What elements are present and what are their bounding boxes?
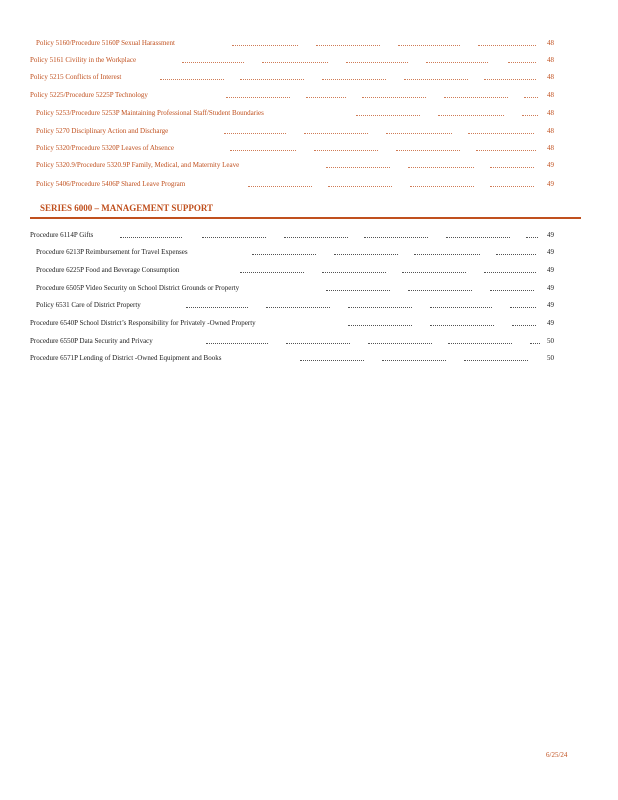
- toc-page-number: 49: [547, 284, 554, 292]
- toc-entry-title: Policy 5270 Disciplinary Action and Discharge: [36, 127, 169, 135]
- toc-page-number: 49: [547, 301, 554, 309]
- toc-entry[interactable]: [0, 158, 618, 172]
- toc-entry-title: Procedure 6540P School District’s Responsibility for Privately -Owned Property: [30, 319, 256, 327]
- toc-entry[interactable]: [0, 334, 618, 348]
- toc-page-number: 48: [547, 73, 554, 81]
- toc-entry-title: Procedure 6225P Food and Beverage Consumption: [36, 266, 180, 274]
- toc-page-number: 49: [547, 319, 554, 327]
- toc-entry-title: Policy 5253/Procedure 5253P Maintaining Professional Staff/Student Boundaries: [36, 109, 264, 117]
- toc-entry-title: Policy 6531 Care of District Property: [36, 301, 141, 309]
- toc-entry[interactable]: [0, 53, 618, 67]
- toc-entry-title: Procedure 6550P Data Security and Privacy: [30, 337, 153, 345]
- toc-entry[interactable]: [0, 177, 618, 191]
- series-heading[interactable]: SERIES 6000 – MANAGEMENT SUPPORT: [40, 203, 214, 213]
- toc-page-number: 49: [547, 161, 554, 169]
- toc-entry[interactable]: [0, 316, 618, 330]
- toc-page-number: 48: [547, 56, 554, 64]
- toc-entry[interactable]: [0, 141, 618, 155]
- toc-page-number: 49: [547, 266, 554, 274]
- toc-entry-title: Policy 5160/Procedure 5160P Sexual Harassment: [36, 39, 175, 47]
- toc-entry-title: Policy 5320/Procedure 5320P Leaves of Absence: [36, 144, 174, 152]
- toc-page-number: 48: [547, 144, 554, 152]
- toc-entry-title: Policy 5320.9/Procedure 5320.9P Family, Medical, and Maternity Leave: [36, 161, 240, 169]
- toc-entry-title: Procedure 6114P Gifts: [30, 231, 94, 239]
- toc-entry-title: Policy 5225/Procedure 5225P Technology: [30, 91, 148, 99]
- toc-entry-title: Procedure 6213P Reimbursement for Travel Expenses: [36, 248, 188, 256]
- toc-page-number: 48: [547, 127, 554, 135]
- toc-page-number: 50: [547, 354, 554, 362]
- toc-entry[interactable]: [0, 245, 618, 259]
- toc-page-number: 49: [547, 231, 554, 239]
- toc-entry[interactable]: [0, 70, 618, 84]
- toc-page-number: 48: [547, 91, 554, 99]
- toc-entry[interactable]: [0, 281, 618, 295]
- heading-underline: [30, 217, 581, 219]
- toc-entry[interactable]: [0, 228, 618, 242]
- toc-entry-title: Policy 5215 Conflicts of Interest: [30, 73, 122, 81]
- toc-page-number: 48: [547, 109, 554, 117]
- toc-entry[interactable]: [0, 88, 618, 102]
- toc-entry[interactable]: [0, 263, 618, 277]
- toc-page-number: 49: [547, 248, 554, 256]
- toc-entry[interactable]: [0, 351, 618, 365]
- toc-entry[interactable]: [0, 36, 618, 50]
- footer-date: 6/25/24: [546, 751, 568, 759]
- toc-page-number: 48: [547, 39, 554, 47]
- toc-entry-title: Policy 5161 Civility in the Workplace: [30, 56, 137, 64]
- toc-page-number: 50: [547, 337, 554, 345]
- toc-entry[interactable]: [0, 298, 618, 312]
- toc-entry[interactable]: [0, 106, 618, 120]
- toc-entry[interactable]: [0, 124, 618, 138]
- toc-entry-title: Policy 5406/Procedure 5406P Shared Leave Program: [36, 180, 186, 188]
- toc-entry-title: Procedure 6505P Video Security on School District Grounds or Property: [36, 284, 240, 292]
- toc-entry-title: Procedure 6571P Lending of District -Owned Equipment and Books: [30, 354, 222, 362]
- toc-page-number: 49: [547, 180, 554, 188]
